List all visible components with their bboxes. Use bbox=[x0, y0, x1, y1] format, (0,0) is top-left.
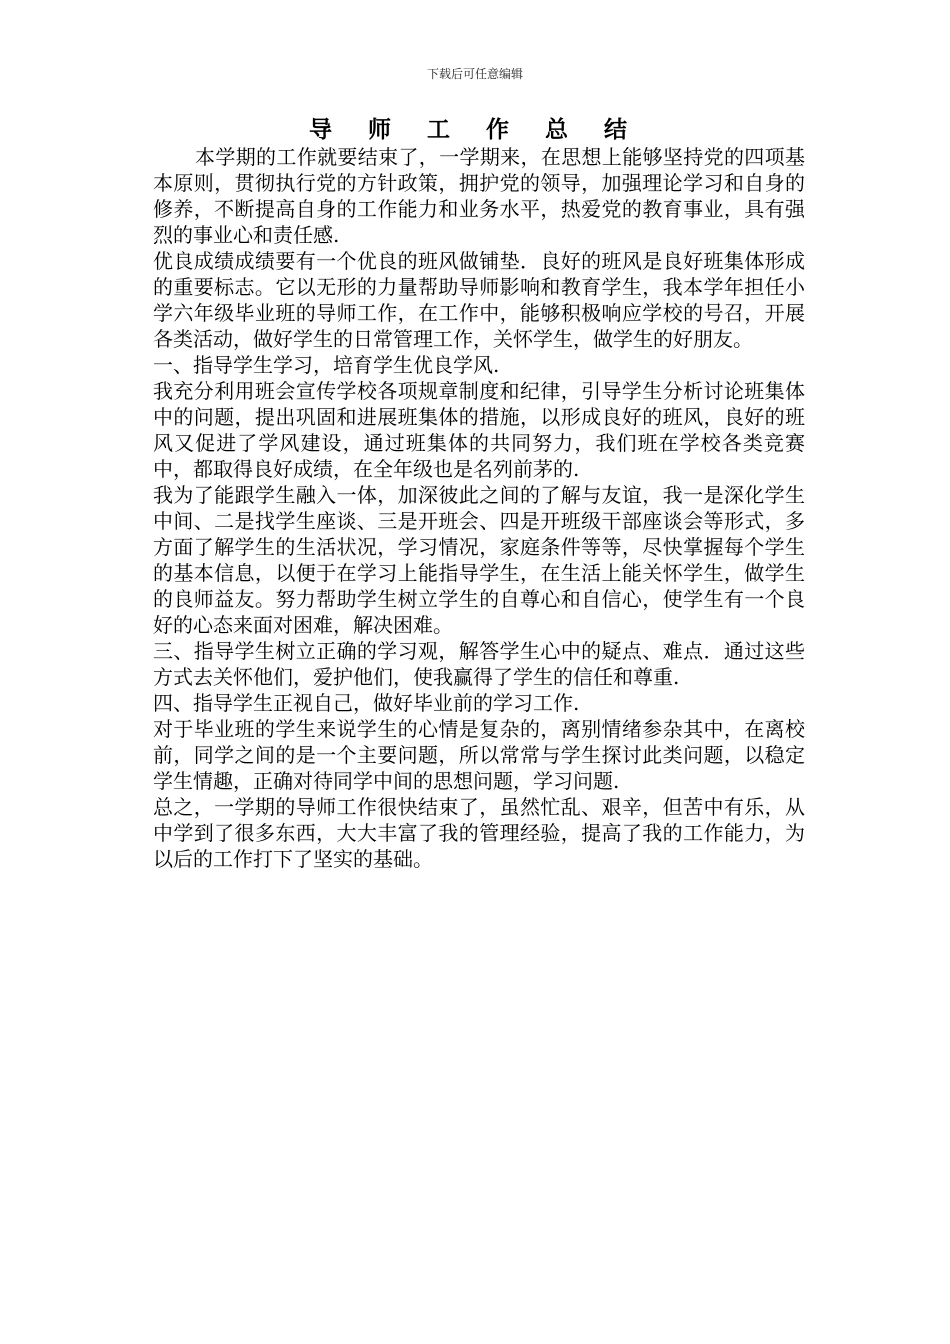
page-header-note: 下载后可任意编辑 bbox=[426, 67, 523, 81]
paragraph-graduation: 对于毕业班的学生来说学生的心情是复杂的，离别情绪参杂其中，在离校前，同学之间的是一个主要问题，所以常常与学生探讨此类问题，以稳定学生情趣，正确对待同学中间的思想问题，学习问题. bbox=[153, 717, 805, 793]
document-title: 导 师 工 作 总 结 bbox=[308, 117, 642, 143]
document-body bbox=[153, 144, 805, 872]
paragraph-study-guidance: 我充分利用班会宣传学校各项规章制度和纪律，引导学生分析讨论班集体中的问题，提出巩固和进展班集体的措施，以形成良好的班风，良好的班风又促进了学风建设，通过班集体的共同努力，我们班在学校各类竞赛中，都取得良好成绩，在全年级也是名列前茅的. bbox=[153, 379, 805, 481]
paragraph-student-understanding: 我为了能跟学生融入一体，加深彼此之间的了解与友谊，我一是深化学生中间、二是找学生座谈、三是开班会、四是开班级干部座谈会等形式，多方面了解学生的生活状况，学习情况，家庭条件等等，尽快掌握每个学生的基本信息，以便于在学习上能指导学生，在生活上能关怀学生，做学生的良师益友。努力帮助学生树立学生的自尊心和自信心，使学生有一个良好的心态来面对困难，解决困难。 bbox=[153, 483, 805, 637]
section-heading-1: 一、指导学生学习，培育学生优良学风. bbox=[153, 353, 500, 377]
paragraph-intro: 本学期的工作就要结束了，一学期来，在思想上能够坚持党的四项基本原则，贯彻执行党的方针政策，拥护党的领导，加强理论学习和自身的修养，不断提高自身的工作能力和业务水平，热爱党的教育事业，具有强烈的事业心和责任感. bbox=[153, 145, 805, 247]
paragraph-conclusion: 总之，一学期的导师工作很快结束了，虽然忙乱、艰辛，但苦中有乐，从中学到了很多东西，大大丰富了我的管理经验，提高了我的工作能力，为以后的工作打下了坚实的基础。 bbox=[153, 795, 805, 871]
section-heading-4: 四、指导学生正视自己，做好毕业前的学习工作. bbox=[153, 691, 580, 715]
paragraph-class-style: 优良成绩成绩要有一个优良的班风做铺垫．良好的班风是良好班集体形成的重要标志。它以无形的力量帮助导师影响和教育学生，我本学年担任小学六年级毕业班的导师工作，在工作中，能够积极响应学校的号召，开展各类活动，做好学生的日常管理工作，关怀学生，做学生的好朋友。 bbox=[153, 249, 805, 351]
section-heading-3: 三、指导学生树立正确的学习观，解答学生心中的疑点、难点．通过这些方式去关怀他们，爱护他们，使我赢得了学生的信任和尊重. bbox=[153, 639, 805, 689]
